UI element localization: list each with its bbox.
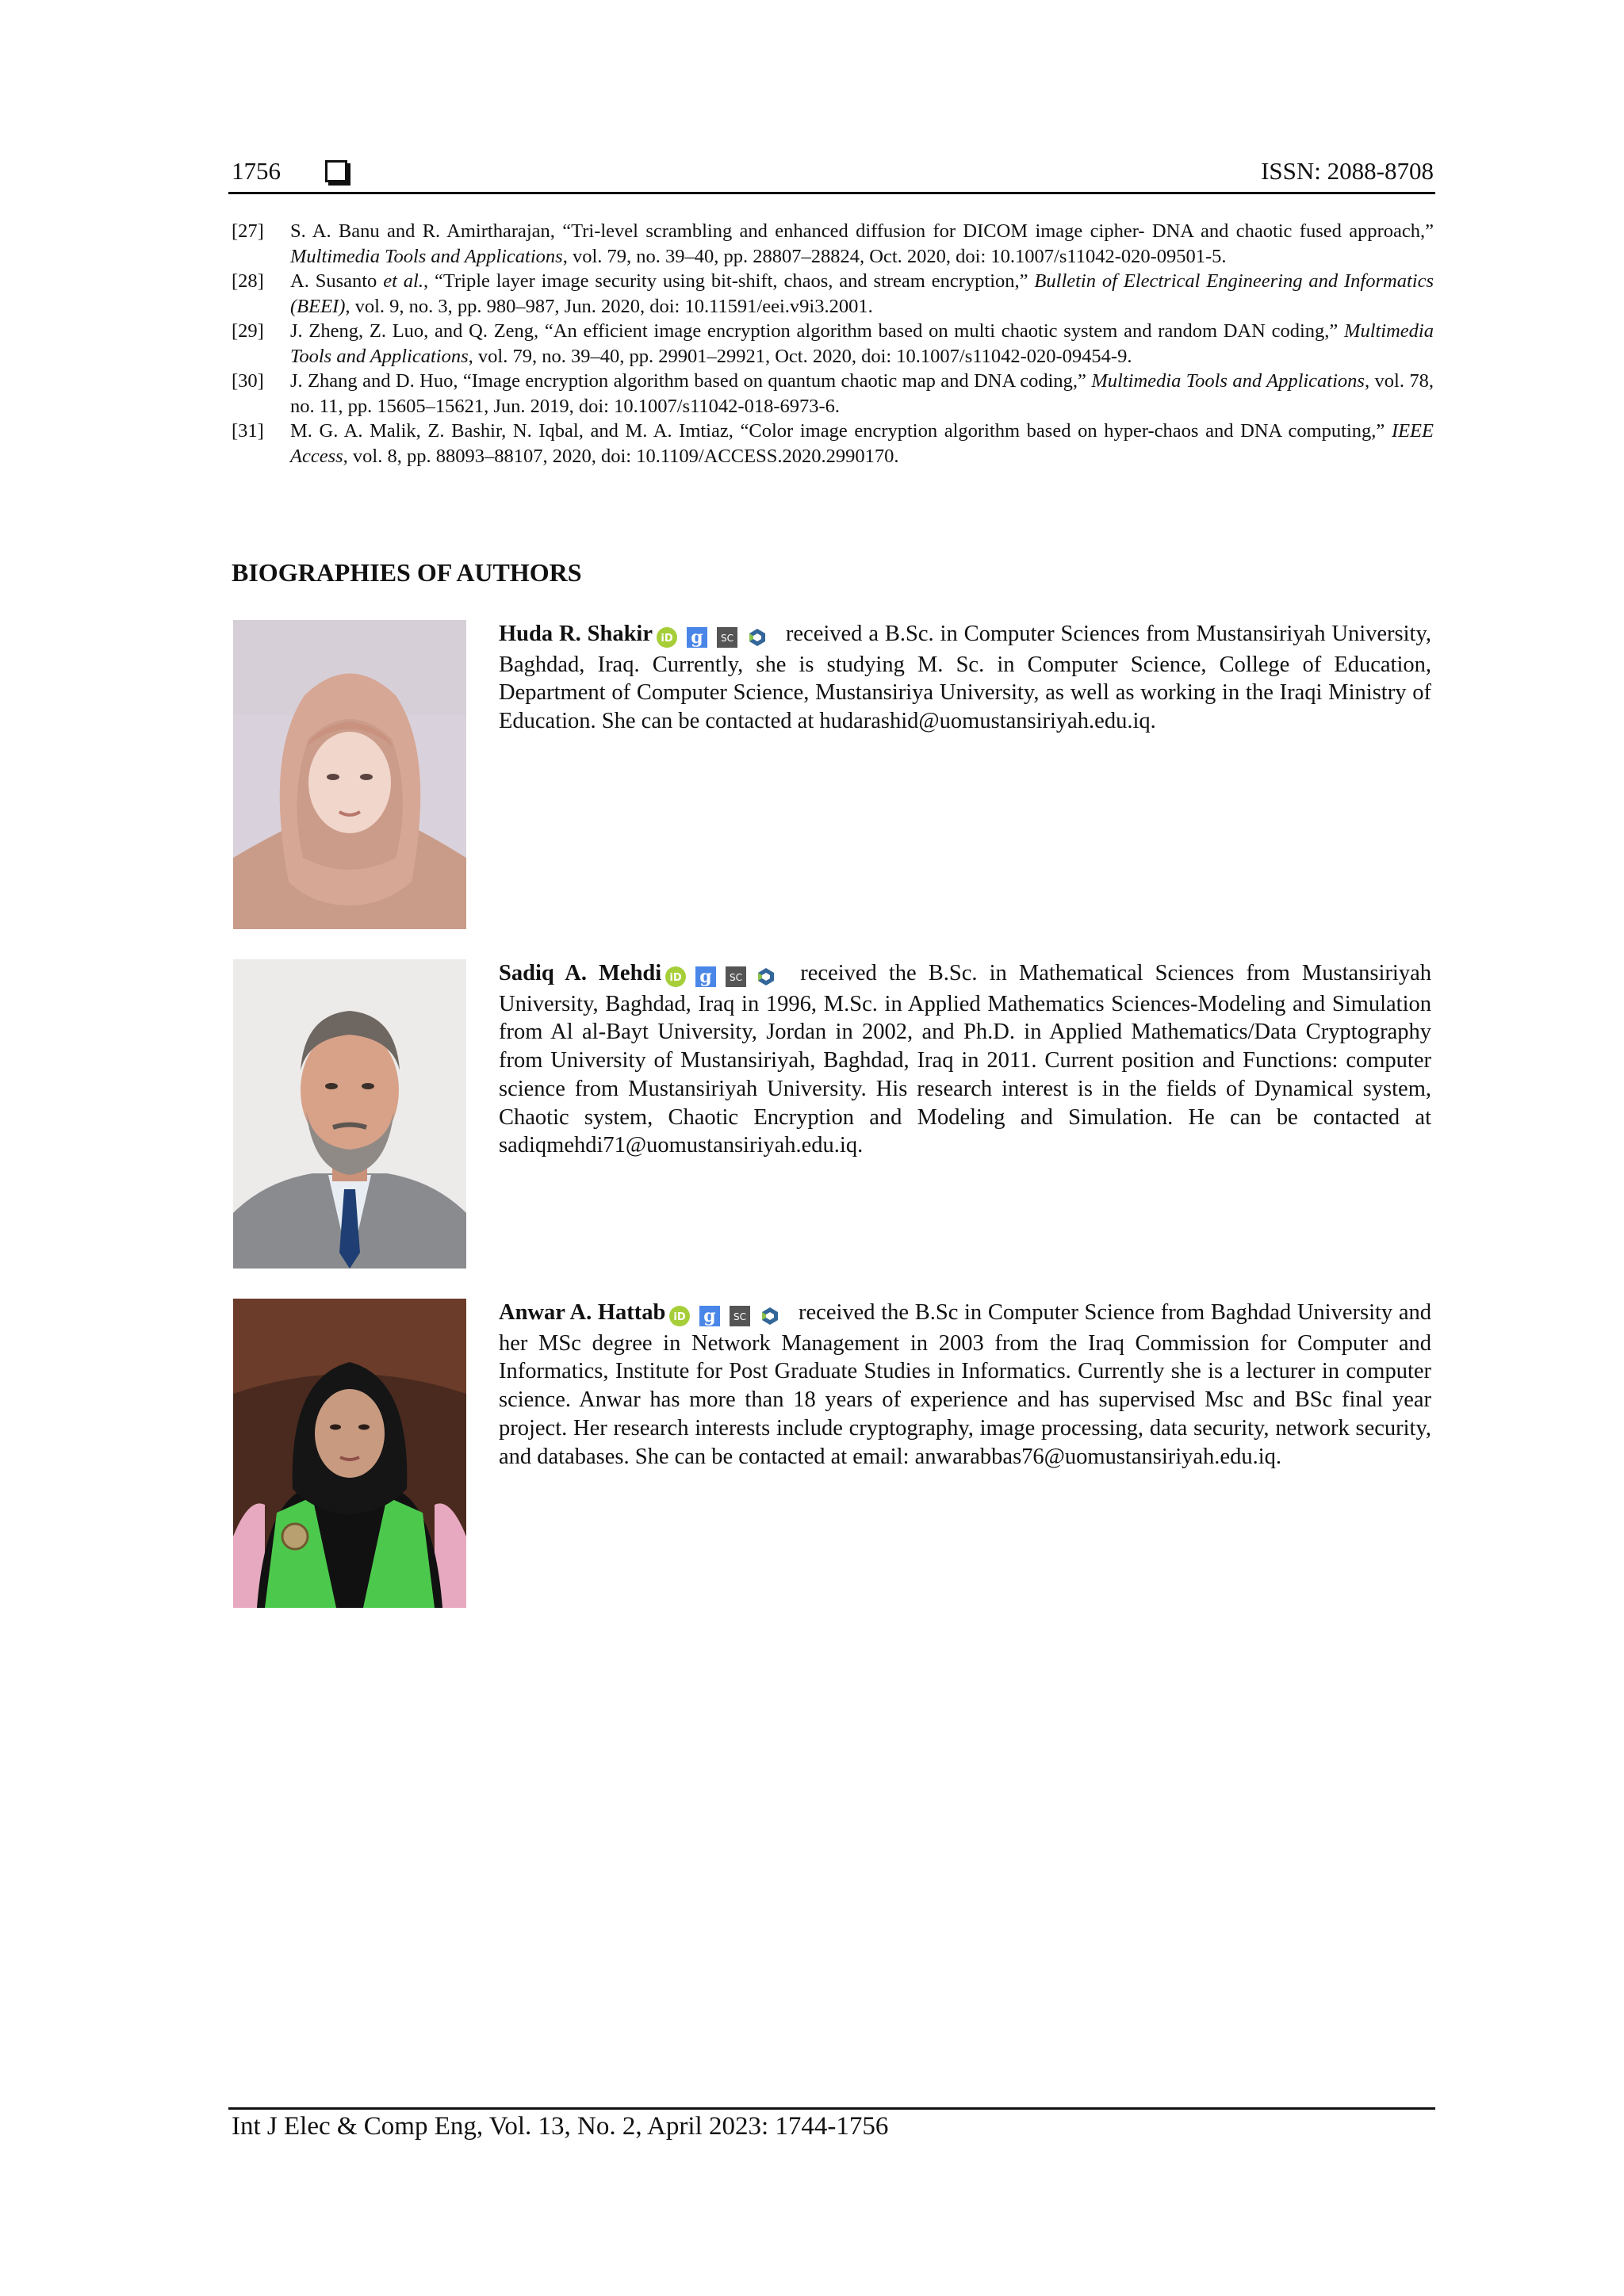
author-photo xyxy=(233,959,466,1269)
reference-number: [30] xyxy=(232,370,264,392)
reference-list xyxy=(232,219,1434,469)
reference-text: A. Susanto et al., “Triple layer image security using bit-shift, chaos, and stream encryption,” Bulletin of Electrical Engineering and Informatics (BEEI), vol. 9, no. 3, pp. 980–987, Jun. 2020, doi: 10.11591/eei.v9i3.2001. xyxy=(290,270,1434,317)
svg-text:g: g xyxy=(699,966,712,988)
reference-text: S. A. Banu and R. Amirtharajan, “Tri-level scrambling and enhanced diffusion for DICOM image cipher- DNA and chaotic fused approach,” Multimedia Tools and Applications, vol. 79, no. 39–40, pp. 28807–28824, Oct. 2020, doi: 10.1007/s11042-020-09501-5. xyxy=(290,220,1434,267)
page-header xyxy=(232,155,1434,193)
reference-text: M. G. A. Malik, Z. Bashir, N. Iqbal, and M. A. Imtiaz, “Color image encryption algorithm based on hyper-chaos and DNA computing,” IEEE Access, vol. 8, pp. 88093–88107, 2020, doi: 10.1109/ACCESS.2020.2990170. xyxy=(290,420,1434,467)
svg-text:g: g xyxy=(691,627,703,649)
author-bio-text xyxy=(499,959,1431,1160)
author-bio-text xyxy=(499,1299,1431,1471)
scopus-icon[interactable] xyxy=(716,626,738,649)
orcid-icon[interactable] xyxy=(668,1305,691,1327)
orcid-icon[interactable] xyxy=(665,966,687,988)
svg-text:iD: iD xyxy=(669,972,682,985)
svg-text:SC: SC xyxy=(733,1311,747,1323)
reference-text: J. Zhang and D. Huo, “Image encryption algorithm based on quantum chaotic map and DNA coding,” Multimedia Tools and Applications, vol. 78, no. 11, pp. 15605–15621, Jun. 2019, doi: 10.1007/s11042-018-6973-6. xyxy=(290,370,1434,417)
author-description: received the B.Sc in Computer Science from Baghdad University and her MSc degree in Network Management in 2003 from the Iraq Commission for Computer and Informatics, Institute for Post Graduate Studies in Informatics. Currently she is a lecturer in computer science. Anwar has more than 18 years of experience and has supervised Msc and BSc final year project. Her research interests include cryptography, image processing, data security, network security, and databases. She can be contacted at email: anwarabbas76@uomustansiriyah.edu.iq. xyxy=(499,1300,1431,1469)
author-name: Anwar A. Hattab xyxy=(499,1300,666,1325)
reference-number: [31] xyxy=(232,420,264,442)
google-scholar-icon[interactable] xyxy=(695,966,717,988)
svg-text:SC: SC xyxy=(721,633,734,645)
scopus-icon[interactable] xyxy=(729,1305,751,1327)
author-name: Sadiq A. Mehdi xyxy=(499,961,662,985)
svg-text:iD: iD xyxy=(673,1311,686,1324)
publons-icon[interactable] xyxy=(759,1305,781,1327)
profile-icons xyxy=(665,962,785,990)
author-description: received the B.Sc. in Mathematical Sciences from Mustansiriyah University, Baghdad, Iraq in 1996, M.Sc. in Applied Mathematics Sciences-Modeling and Simulation from Al al-Bayt University, Jordan in 2002, and Ph.D. in Applied Mathematics/Data Cryptography from University of Mustansiriyah, Baghdad, Iraq in 2011. Current position and Functions: computer science from Mustansiriyah University. His research interest is in the fields of Dynamical system, Chaotic system, Chaotic Encryption and Modeling and Simulation. He can be contacted at sadiqmehdi71@uomustansiriyah.edu.iq. xyxy=(499,961,1431,1158)
svg-text:g: g xyxy=(703,1306,717,1327)
scopus-icon[interactable] xyxy=(725,966,747,988)
reference-number: [27] xyxy=(232,220,264,242)
author-bio-text xyxy=(499,620,1431,736)
author-photo xyxy=(233,1299,466,1608)
footer-rule xyxy=(228,2107,1435,2110)
author-description: received a B.Sc. in Computer Sciences from Mustansiriyah University, Baghdad, Iraq. Currently, she is studying M. Sc. in Computer Science, College of Education, Department of Computer Science, Mustansiriya University, as well as working in the Iraqi Ministry of Education. She can be contacted at hudarashid@uomustansiriyah.edu.iq. xyxy=(499,622,1431,734)
google-scholar-icon[interactable] xyxy=(699,1305,721,1327)
author-name: Huda R. Shakir xyxy=(499,622,653,646)
page-number: 1756 xyxy=(232,157,281,185)
google-scholar-icon[interactable] xyxy=(686,626,708,649)
reference-item xyxy=(232,419,1434,469)
reference-number: [29] xyxy=(232,320,264,342)
issn: ISSN: 2088-8708 xyxy=(1261,157,1434,185)
reference-item xyxy=(232,319,1434,369)
svg-text:SC: SC xyxy=(730,972,743,984)
reference-number: [28] xyxy=(232,270,264,292)
reference-item xyxy=(232,369,1434,419)
profile-icons xyxy=(668,1301,789,1330)
author-photo xyxy=(233,620,466,929)
publons-icon[interactable] xyxy=(746,626,768,649)
reference-item xyxy=(232,269,1434,319)
reference-item xyxy=(232,219,1434,269)
biographies-heading: BIOGRAPHIES OF AUTHORS xyxy=(232,558,582,587)
profile-icons xyxy=(656,622,776,651)
reference-text: J. Zheng, Z. Luo, and Q. Zeng, “An efficient image encryption algorithm based on multi chaotic system and random DAN coding,” Multimedia Tools and Applications, vol. 79, no. 39–40, pp. 29901–29921, Oct. 2020, doi: 10.1007/s11042-020-09454-9. xyxy=(290,320,1434,367)
svg-text:iD: iD xyxy=(661,633,673,645)
header-rule xyxy=(228,192,1435,194)
footer-citation: Int J Elec & Comp Eng, Vol. 13, No. 2, April 2023: 1744-1756 xyxy=(232,2112,889,2141)
square-icon xyxy=(325,160,347,182)
publons-icon[interactable] xyxy=(755,966,777,988)
orcid-icon[interactable] xyxy=(656,626,678,649)
